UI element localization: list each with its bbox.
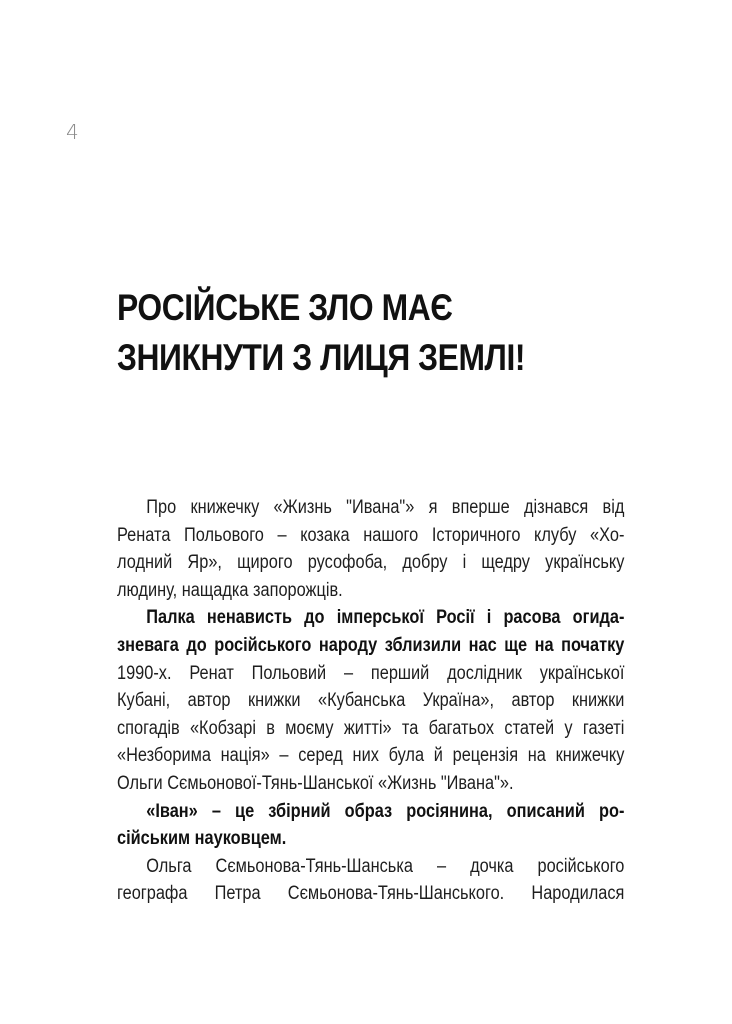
chapter-title (117, 283, 599, 383)
text-line: «Незборима нація» – серед них була й рецензія на книжечку (117, 745, 625, 767)
text-line: 1990-х. Ренат Польовий – перший дослідник української (117, 662, 625, 684)
text-line: лодний Яр», щирого русофоба, добру і щедру українську (117, 552, 625, 574)
text-line: Ольга Сємьонова-Тянь-Шанська – дочка російського (146, 855, 625, 877)
chapter-title-line-1: РОСІЙСЬКЕ ЗЛО МАЄ (117, 287, 453, 328)
text-line: Кубані, автор книжки «Кубанська Україна», автор книжки (117, 690, 625, 712)
page-number: 4 (66, 120, 79, 144)
chapter-title-line-2: ЗНИКНУТИ З ЛИЦЯ ЗЕМЛІ! (117, 337, 526, 378)
text-line-bold: сійським науковцем. (117, 828, 287, 850)
text-line: людину, нащадка запорожців. (117, 579, 343, 601)
body-text (117, 494, 624, 908)
text-line-bold: зневага до російського народу зблизили нас ще на початку (117, 634, 625, 656)
text-line: Ольги Сємьонової-Тянь-Шанської «Жизнь "Ивана"». (117, 772, 514, 794)
text-line: Рената Польового – козака нашого Історичного клубу «Хо- (117, 524, 625, 546)
text-line: Про книжечку «Жизнь "Ивана"» я вперше дізнався від (146, 497, 625, 518)
text-line: географа Петра Сємьонова-Тянь-Шанського. Народилася (117, 883, 625, 905)
text-line-bold: Палка ненависть до імперської Росії і расова огида- (146, 607, 625, 629)
text-line-bold: «Іван» – це збірний образ росіянина, описаний ро- (146, 800, 625, 822)
text-line: спогадів «Кобзарі в моєму житті» та багатьох статей у газеті (117, 717, 625, 739)
